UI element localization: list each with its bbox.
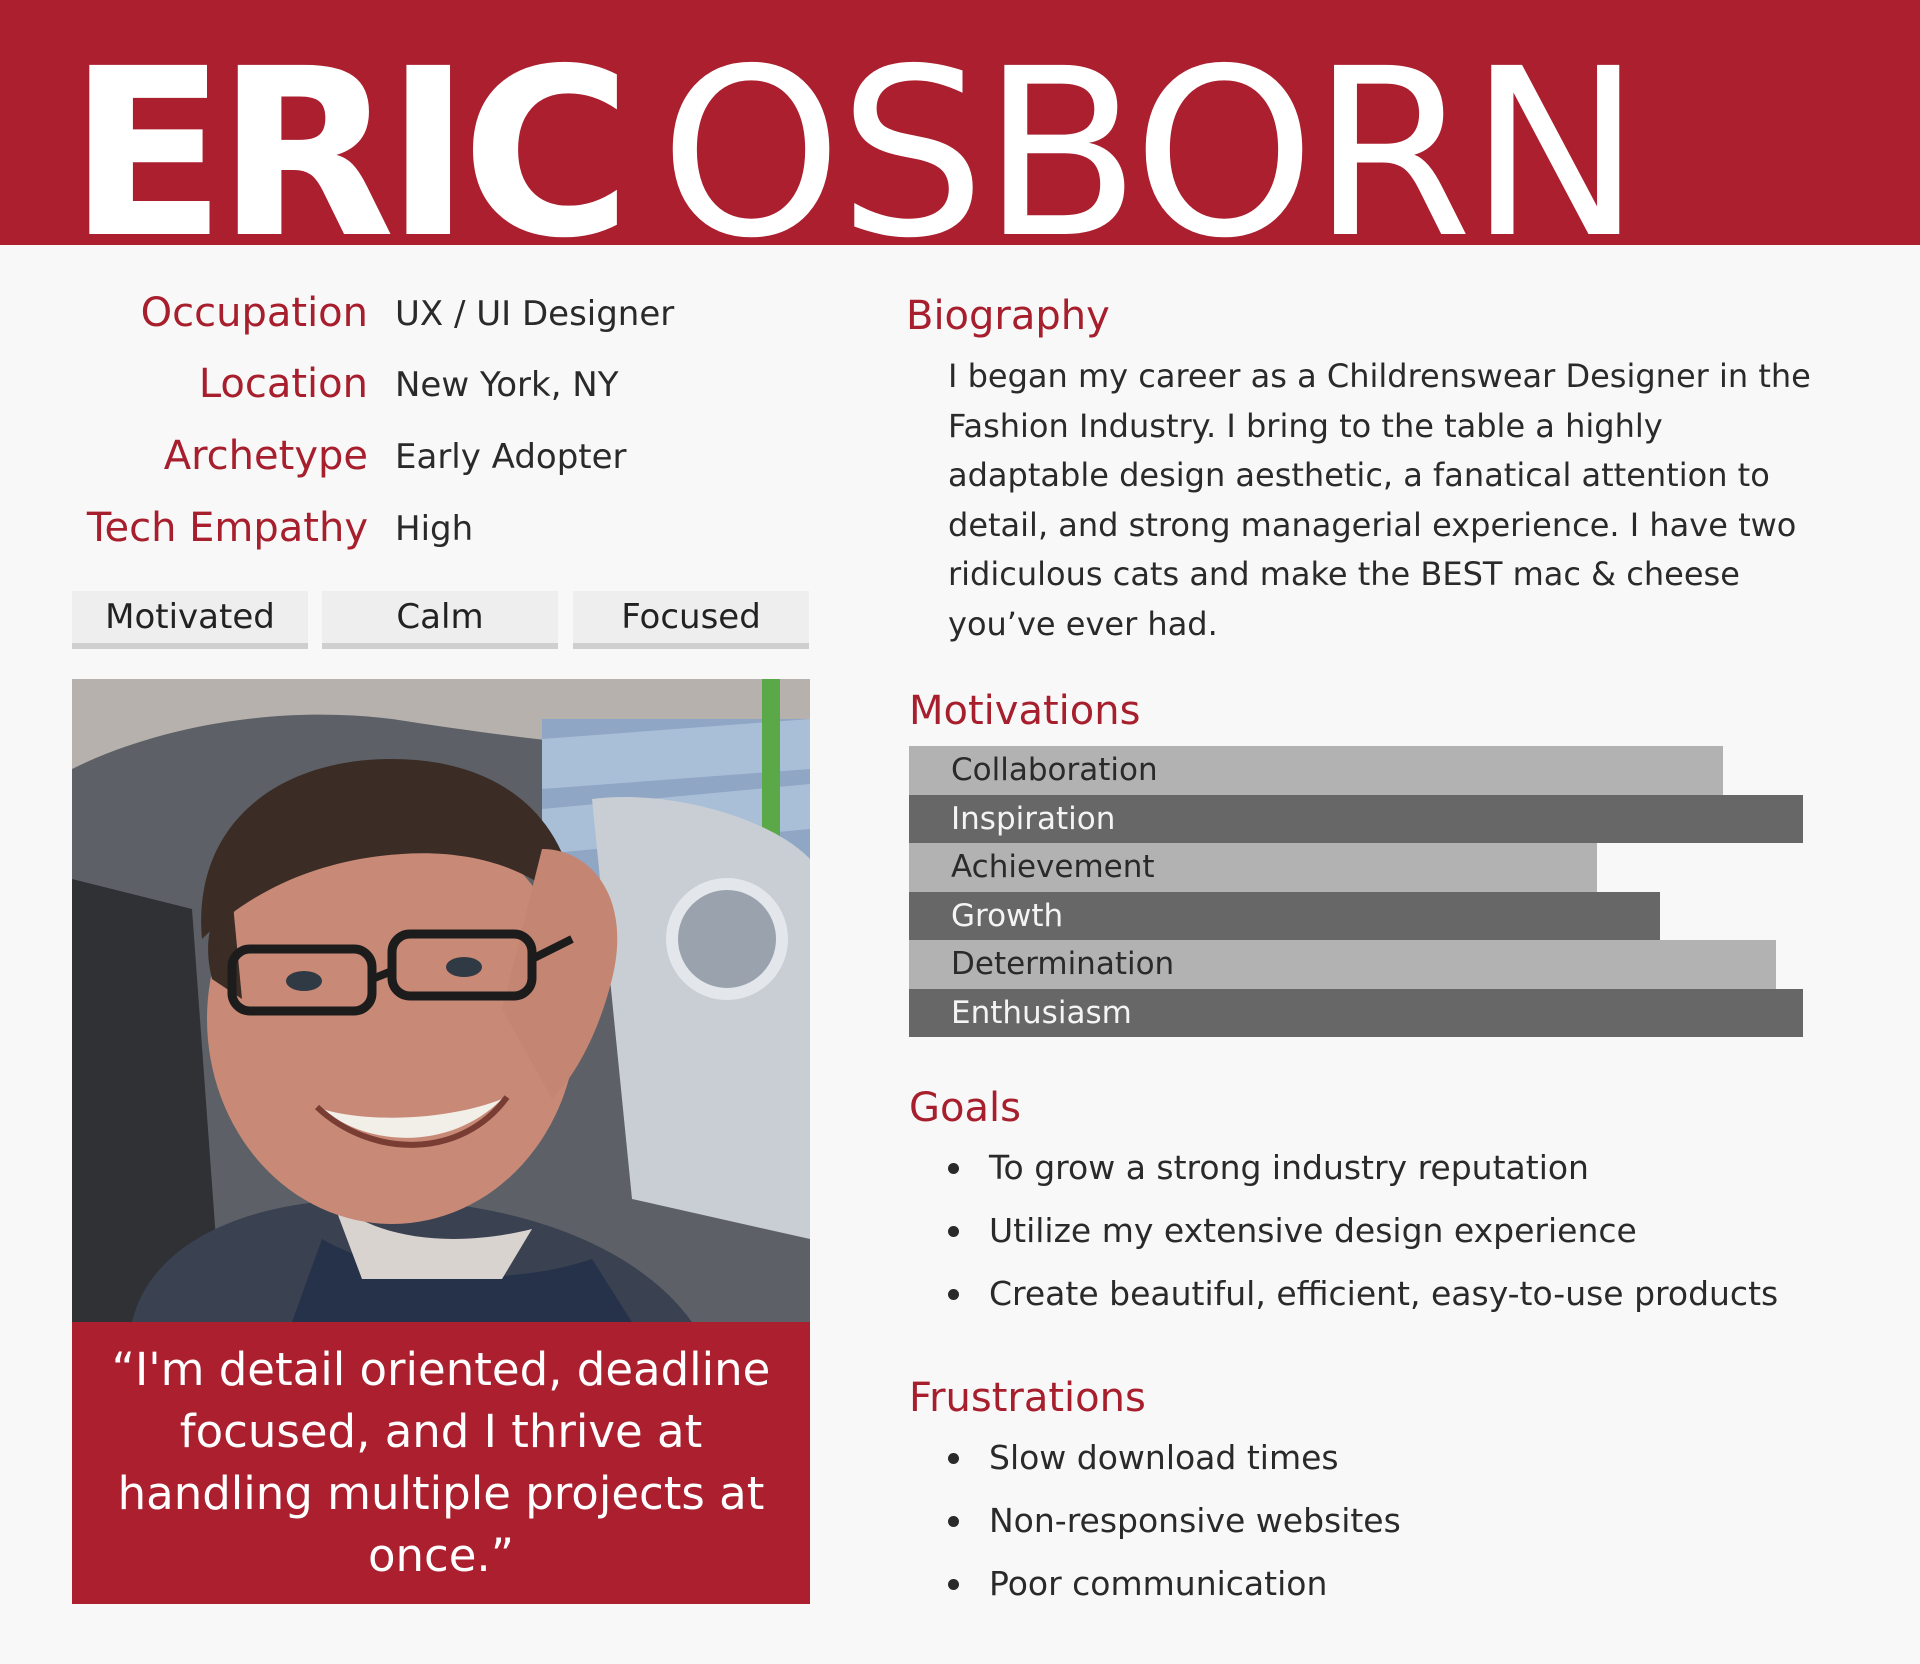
motivation-bar-collaboration: Collaboration <box>909 746 1723 795</box>
bullet-icon <box>948 1453 959 1464</box>
last-name: OSBORN <box>659 19 1639 245</box>
list-item <box>948 1211 1778 1274</box>
biography-title: Biography <box>906 293 1110 339</box>
field-label: Occupation <box>140 290 368 336</box>
field-occupation <box>0 290 900 340</box>
motivation-bar-enthusiasm: Enthusiasm <box>909 989 1803 1038</box>
trait-tag-calm: Calm <box>322 591 558 649</box>
motivation-bar-achievement: Achievement <box>909 843 1597 892</box>
persona-name <box>68 19 1639 245</box>
field-value: High <box>395 509 474 549</box>
header-banner <box>0 0 1920 245</box>
frustration-text: Slow download times <box>989 1438 1339 1477</box>
persona-quote-box <box>72 1322 810 1604</box>
goals-title: Goals <box>909 1085 1021 1131</box>
field-label: Location <box>198 361 368 407</box>
bullet-icon <box>948 1163 959 1174</box>
bullet-icon <box>948 1226 959 1237</box>
frustration-text: Non-responsive websites <box>989 1501 1401 1540</box>
motivation-bar-inspiration: Inspiration <box>909 795 1803 844</box>
trait-tag-motivated: Motivated <box>72 591 308 649</box>
goal-text: Utilize my extensive design experience <box>989 1211 1637 1250</box>
field-location <box>0 361 900 411</box>
list-item <box>948 1501 1401 1564</box>
field-value: New York, NY <box>395 365 619 405</box>
first-name: ERIC <box>68 19 622 245</box>
field-label: Tech Empathy <box>86 505 368 551</box>
trait-tag-focused: Focused <box>573 591 809 649</box>
biography-text: I began my career as a Childrenswear Designer in the Fashion Industry. I bring to the table a highly adaptable design aesthetic, a fanatical attention to detail, and strong managerial experience. I have two ridiculous cats and make the BEST mac & cheese you’ve ever had. <box>948 357 1811 643</box>
field-archetype <box>0 433 900 483</box>
bullet-icon <box>948 1579 959 1590</box>
field-value: UX / UI Designer <box>395 294 675 334</box>
list-item <box>948 1564 1401 1627</box>
frustration-text: Poor communication <box>989 1564 1328 1603</box>
persona-photo <box>72 679 810 1322</box>
field-value: Early Adopter <box>395 437 627 477</box>
field-tech-empathy <box>0 505 900 555</box>
frustrations-title: Frustrations <box>909 1375 1146 1421</box>
motivation-bar-growth: Growth <box>909 892 1660 941</box>
goals-list <box>948 1148 1778 1337</box>
motivations-title: Motivations <box>909 688 1141 734</box>
goal-text: To grow a strong industry reputation <box>989 1148 1589 1187</box>
list-item <box>948 1274 1778 1337</box>
list-item <box>948 1438 1401 1501</box>
motivation-bar-determination: Determination <box>909 940 1776 989</box>
bullet-icon <box>948 1516 959 1527</box>
list-item <box>948 1148 1778 1211</box>
goal-text: Create beautiful, efficient, easy-to-use products <box>989 1274 1779 1313</box>
bullet-icon <box>948 1289 959 1300</box>
frustrations-list <box>948 1438 1401 1627</box>
persona-quote: “I'm detail oriented, deadline focused, and I thrive at handling multiple projects at once.” <box>111 1343 771 1582</box>
field-label: Archetype <box>163 433 368 479</box>
